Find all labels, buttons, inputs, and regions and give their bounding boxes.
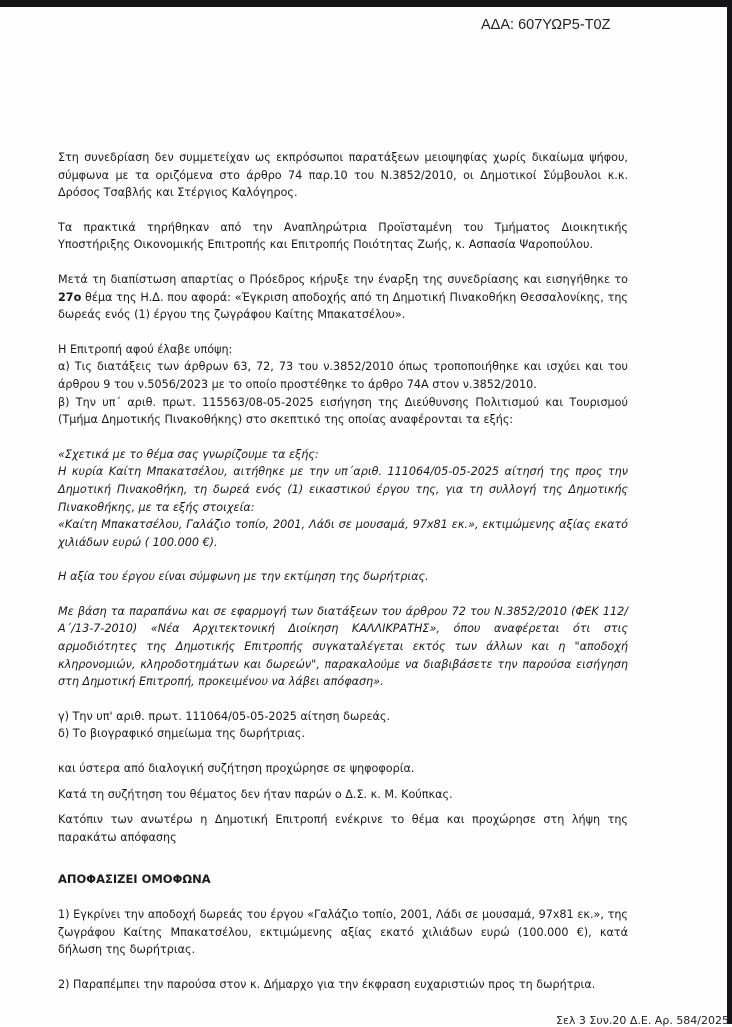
- quote-intro: «Σχετικά με το θέμα σας γνωρίζουμε τα εξής:: [58, 447, 319, 461]
- paragraph-absent-members: Στη συνεδρίαση δεν συμμετείχαν ως εκπρόσωποι παρατάξεων μειοψηφίας χωρίς δικαίωμα ψήφου, σύμφωνα με τα οριζόμενα στο άρθρο 74 παρ.10 του Ν.3852/2010, οι Δημοτικοί Σύμβουλοι κ.κ. Δρόσος Τσαβλής και Στέργιος Καλόγηρος.: [58, 151, 628, 200]
- agenda-number: 27ο: [58, 290, 82, 304]
- paragraph-minutes-keeper: Τα πρακτικά τηρήθηκαν από την Αναπληρώτρια Προϊσταμένη του Τμήματος Διοικητικής Υποστήριξης Οικονομικής Επιτροπής και Επιτροπής Ποιότητας Ζωής, κ. Ασπασία Ψαροπούλου.: [58, 220, 628, 252]
- consideration-d: δ) Το βιογραφικό σημείωμα της δωρήτριας.: [58, 727, 306, 741]
- consideration-a: α) Τις διατάξεις των άρθρων 63, 72, 73 του ν.3852/2010 όπως τροποποιήθηκε και ισχύει και του άρθρου 9 του ν.5056/2023 με το οποίο προστέθηκε το άρθρο 74Α στον ν.3852/2010.: [58, 360, 628, 391]
- top-frame-bar: [0, 0, 732, 7]
- paragraph-vote: και ύστερα από διαλογική συζήτηση προχώρησε σε ψηφοφορία.: [58, 762, 415, 776]
- decision-heading: ΑΠΟΦΑΣΙΖΕΙ ΟΜΟΦΩΝΑ: [58, 872, 211, 887]
- paragraph-approval: Κατόπιν των ανωτέρω η Δημοτική Επιτροπή ενέκρινε το θέμα και προχώρησε στη λήψη της παρακάτω απόφασης: [58, 813, 628, 844]
- considerations-intro: Η Επιτροπή αφού έλαβε υπόψη:: [58, 342, 233, 356]
- page-footer-reference: Σελ 3 Συν.20 Δ.Ε. Αρ. 584/2025: [556, 1014, 730, 1027]
- quote-legal-basis: Με βάση τα παραπάνω και σε εφαρμογή των διατάξεων του άρθρου 72 του Ν.3852/2010 (ΦΕΚ 112/Α΄/13-7-2010) «Νέα Αρχιτεκτονική Διοίκηση ΚΑΛΛΙΚΡΑΤΗΣ», όπου αναφέρεται ότι στις αρμοδιότητες της Δημοτικής Επιτροπής συγκαταλέγεται εκτός των άλλων και η "αποδοχή κληρονομιών, κληροδοτημάτων και δωρεών", παρακαλούμε να διαβιβάσετε την παρούσα εισήγηση στη Δημοτική Επιτροπή, προκειμένου να λάβει απόφαση».: [58, 604, 628, 689]
- consideration-b: β) Την υπ΄ αριθ. πρωτ. 115563/08-05-2025 εισήγηση της Διεύθυνσης Πολιτισμού και Τουρισμού (Τμήμα Δημοτικής Πινακοθήκης) στο σκεπτικό της οποίας αναφέρονται τα εξής:: [58, 395, 628, 427]
- paragraph-agenda-item: Μετά τη διαπίστωση απαρτίας ο Πρόεδρος κήρυξε την έναρξη της συνεδρίασης και εισηγήθηκε το 27ο θέμα της Η.Δ. που αφορά: «Έγκριση αποδοχής από τη Δημοτική Πινακοθήκη Θεσσαλονίκης, της δωρεάς ενός (1) έργου της ζωγράφου Καίτης Μπακατσέλου».: [58, 272, 628, 322]
- decision-item-1: 1) Εγκρίνει την αποδοχή δωρεάς του έργου «Γαλάζιο τοπίο, 2001, Λάδι σε μουσαμά, 97x81 εκ.», της ζωγράφου Καίτης Μπακατσέλου, εκτιμώμενης αξίας εκατό χιλιάδων ευρώ (100.000 €), κατά δήλωση της δωρήτριας.: [58, 908, 628, 957]
- document-body: [58, 149, 628, 993]
- quote-request: Η κυρία Καίτη Μπακατσέλου, αιτήθηκε με την υπ΄αριθ. 111064/05-05-2025 αίτησή της προς την Δημοτική Πινακοθήκη, τη δωρεά ενός (1) εικαστικού έργου της, για τη συλλογή της Δημοτικής Πινακοθήκης, με τα εξής στοιχεία:: [58, 465, 628, 514]
- decision-item-2: 2) Παραπέμπει την παρούσα στον κ. Δήμαρχο για την έκφραση ευχαριστιών προς τη δωρήτρια.: [58, 977, 596, 991]
- right-frame-bar: [727, 0, 732, 1024]
- quote-artwork: «Καίτη Μπακατσέλου, Γαλάζιο τοπίο, 2001, Λάδι σε μουσαμά, 97x81 εκ.», εκτιμώμενης αξίας εκατό χιλιάδων ευρώ ( 100.000 €).: [58, 518, 628, 549]
- consideration-c: γ) Την υπ' αριθ. πρωτ. 111064/05-05-2025 αίτηση δωρεάς.: [58, 709, 391, 723]
- ada-code: ΑΔΑ: 607ΥΩΡ5-Τ0Ζ: [481, 17, 611, 33]
- paragraph-absence: Κατά τη συζήτηση του θέματος δεν ήταν παρών ο Δ.Σ. κ. Μ. Κούπκας.: [58, 787, 453, 801]
- quote-value: Η αξία του έργου είναι σύμφωνη με την εκτίμηση της δωρήτριας.: [58, 570, 429, 584]
